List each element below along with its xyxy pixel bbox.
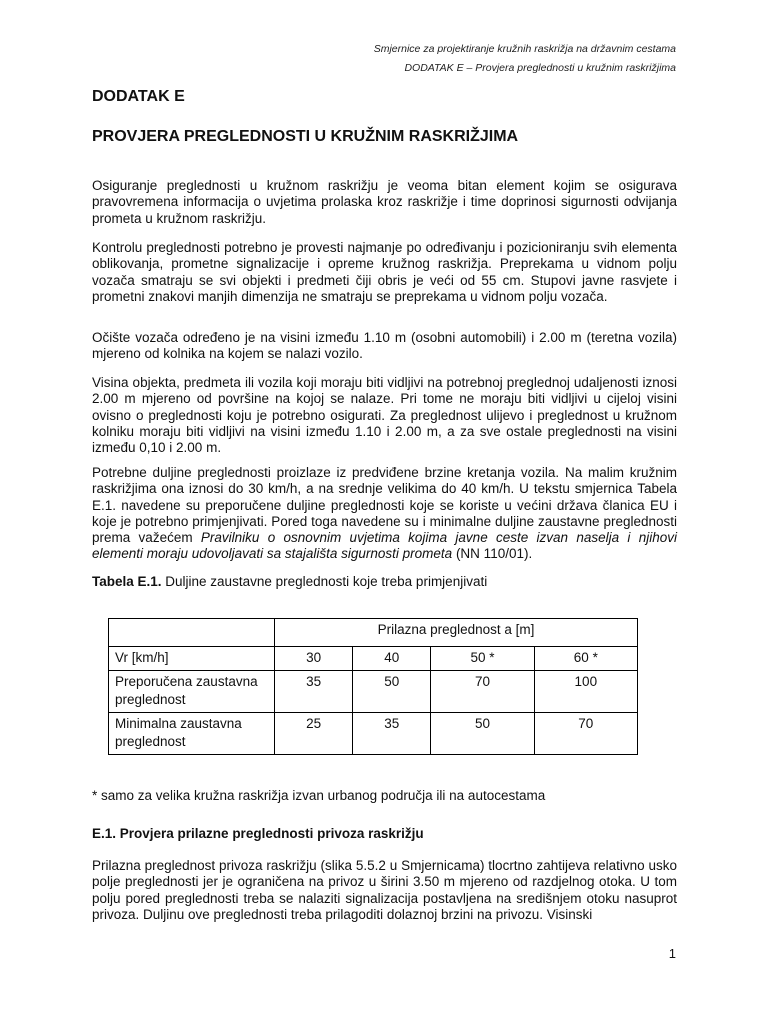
paragraph-6: Prilazna preglednost privoza raskrižju (slika 5.5.2 u Smjernicama) tlocrtno zahtijeva relativno usko polje preglednosti jer je ograničena na privoz u širini 3.50 m mjereno od razdjelnog otoka. U tom polju pored preglednosti treba se nalaziti signalizacija postavljena na središnjem otoku nasuprot privoza. Duljinu ove preglednosti treba prilagoditi dolaznoj brzini na privozu. Visinski xyxy=(92,858,677,922)
table-cell: 50 xyxy=(353,671,431,713)
table-row xyxy=(109,671,638,713)
table-cell: 70 xyxy=(534,713,637,755)
paragraph-4: Visina objekta, predmeta ili vozila koji moraju biti vidljivi na potrebnoj preglednoj udaljenosti iznosi 2.00 m mjereno od površine na kojoj se nalaze. Pri tome ne moraju biti vidljivi u cijeloj visini ovisno o preglednosti koju je potrebno osigurati. Za preglednost ulijevo i preglednost u kružnom kolniku moraju biti vidljivi na visini između 1.10 i 2.00 m, a za sve ostale preglednosti na visini između 0,10 i 2.00 m. xyxy=(92,375,677,456)
paragraph-5-end: (NN 110/01). xyxy=(452,546,533,562)
table-cell: 25 xyxy=(275,713,353,755)
appendix-heading: DODATAK E xyxy=(92,88,185,105)
regulation-title: Pravilniku o osnovnim uvjetima kojima javne ceste izvan naselja i njihovi elementi moraju udovoljavati sa stajališta sigurnosti prometa xyxy=(92,530,677,562)
table-footnote: * samo za velika kružna raskrižja izvan urbanog područja ili na autocestama xyxy=(92,788,546,803)
header-line-2: DODATAK E – Provjera preglednosti u kružnim raskrižjima xyxy=(404,62,676,74)
paragraph-5 xyxy=(92,465,677,563)
table-corner-cell xyxy=(109,619,275,647)
table-row-label: Minimalna zaustavna preglednost xyxy=(109,713,275,755)
page-number: 1 xyxy=(668,946,676,961)
table-row-label: Vr [km/h] xyxy=(109,647,275,671)
section-title: E.1. Provjera prilazne preglednosti privoza raskrižju xyxy=(92,826,424,841)
table-cell: 50 * xyxy=(431,647,534,671)
table-cell: 40 xyxy=(353,647,431,671)
table-caption-label: Tabela E.1. xyxy=(92,574,162,589)
table-caption-text: Duljine zaustavne preglednosti koje treba primjenjivati xyxy=(161,574,488,589)
table-cell: 70 xyxy=(431,671,534,713)
page-title: PROVJERA PREGLEDNOSTI U KRUŽNIM RASKRIŽJIMA xyxy=(92,128,519,145)
paragraph-2: Kontrolu preglednosti potrebno je provesti najmanje po određivanju i pozicioniranju svih elementa oblikovanja, prometne signalizacije i opreme kružnog raskrižja. Preprekama u vidnom polju vozača smatraju se svi objekti i predmeti čiji obris je veći od 55 cm. Stupovi javne rasvjete i prometni znakovi manjih dimenzija ne smatraju se preprekama u vidnom polju vozača. xyxy=(92,240,677,304)
table-cell: 50 xyxy=(431,713,534,755)
table-cell: 35 xyxy=(275,671,353,713)
table-row xyxy=(109,647,638,671)
table-row xyxy=(109,713,638,755)
table-cell: 30 xyxy=(275,647,353,671)
paragraph-5-start: Potrebne duljine preglednosti proizlaze iz predviđene brzine kretanja vozila. Na malim kružnim raskrižjima ona iznosi do 30 km/h, a na srednje velikima do 40 km/h. U tekstu smjernica Tabela E.1. navedene su preporučene duljine preglednosti koje se koriste u većini država članica EU i koje je potrebno primjenjivati. Pored toga navedene su i minimalne duljine zaustavne preglednosti prema važećem xyxy=(92,465,677,546)
table-caption xyxy=(92,574,487,589)
paragraph-1: Osiguranje preglednosti u kružnom raskrižju je veoma bitan element kojim se osigurava pravovremena informacija o uvjetima prolaska kroz raskrižje i time doprinosi sigurnosti odvijanja prometa u kružnom raskrižju. xyxy=(92,178,677,226)
table-group-header: Prilazna preglednost a [m] xyxy=(275,619,638,647)
sight-distance-table xyxy=(108,618,638,755)
paragraph-3: Očište vozača određeno je na visini između 1.10 m (osobni automobili) i 2.00 m (teretna vozila) mjereno od kolnika na kojem se nalazi vozilo. xyxy=(92,330,677,362)
running-header xyxy=(374,40,676,78)
header-line-1: Smjernice za projektiranje kružnih raskrižja na državnim cestama xyxy=(373,43,676,55)
table-row-label: Preporučena zaustavna preglednost xyxy=(109,671,275,713)
table-cell: 60 * xyxy=(534,647,637,671)
table-cell: 100 xyxy=(534,671,637,713)
table-cell: 35 xyxy=(353,713,431,755)
table-header-row xyxy=(109,619,638,647)
